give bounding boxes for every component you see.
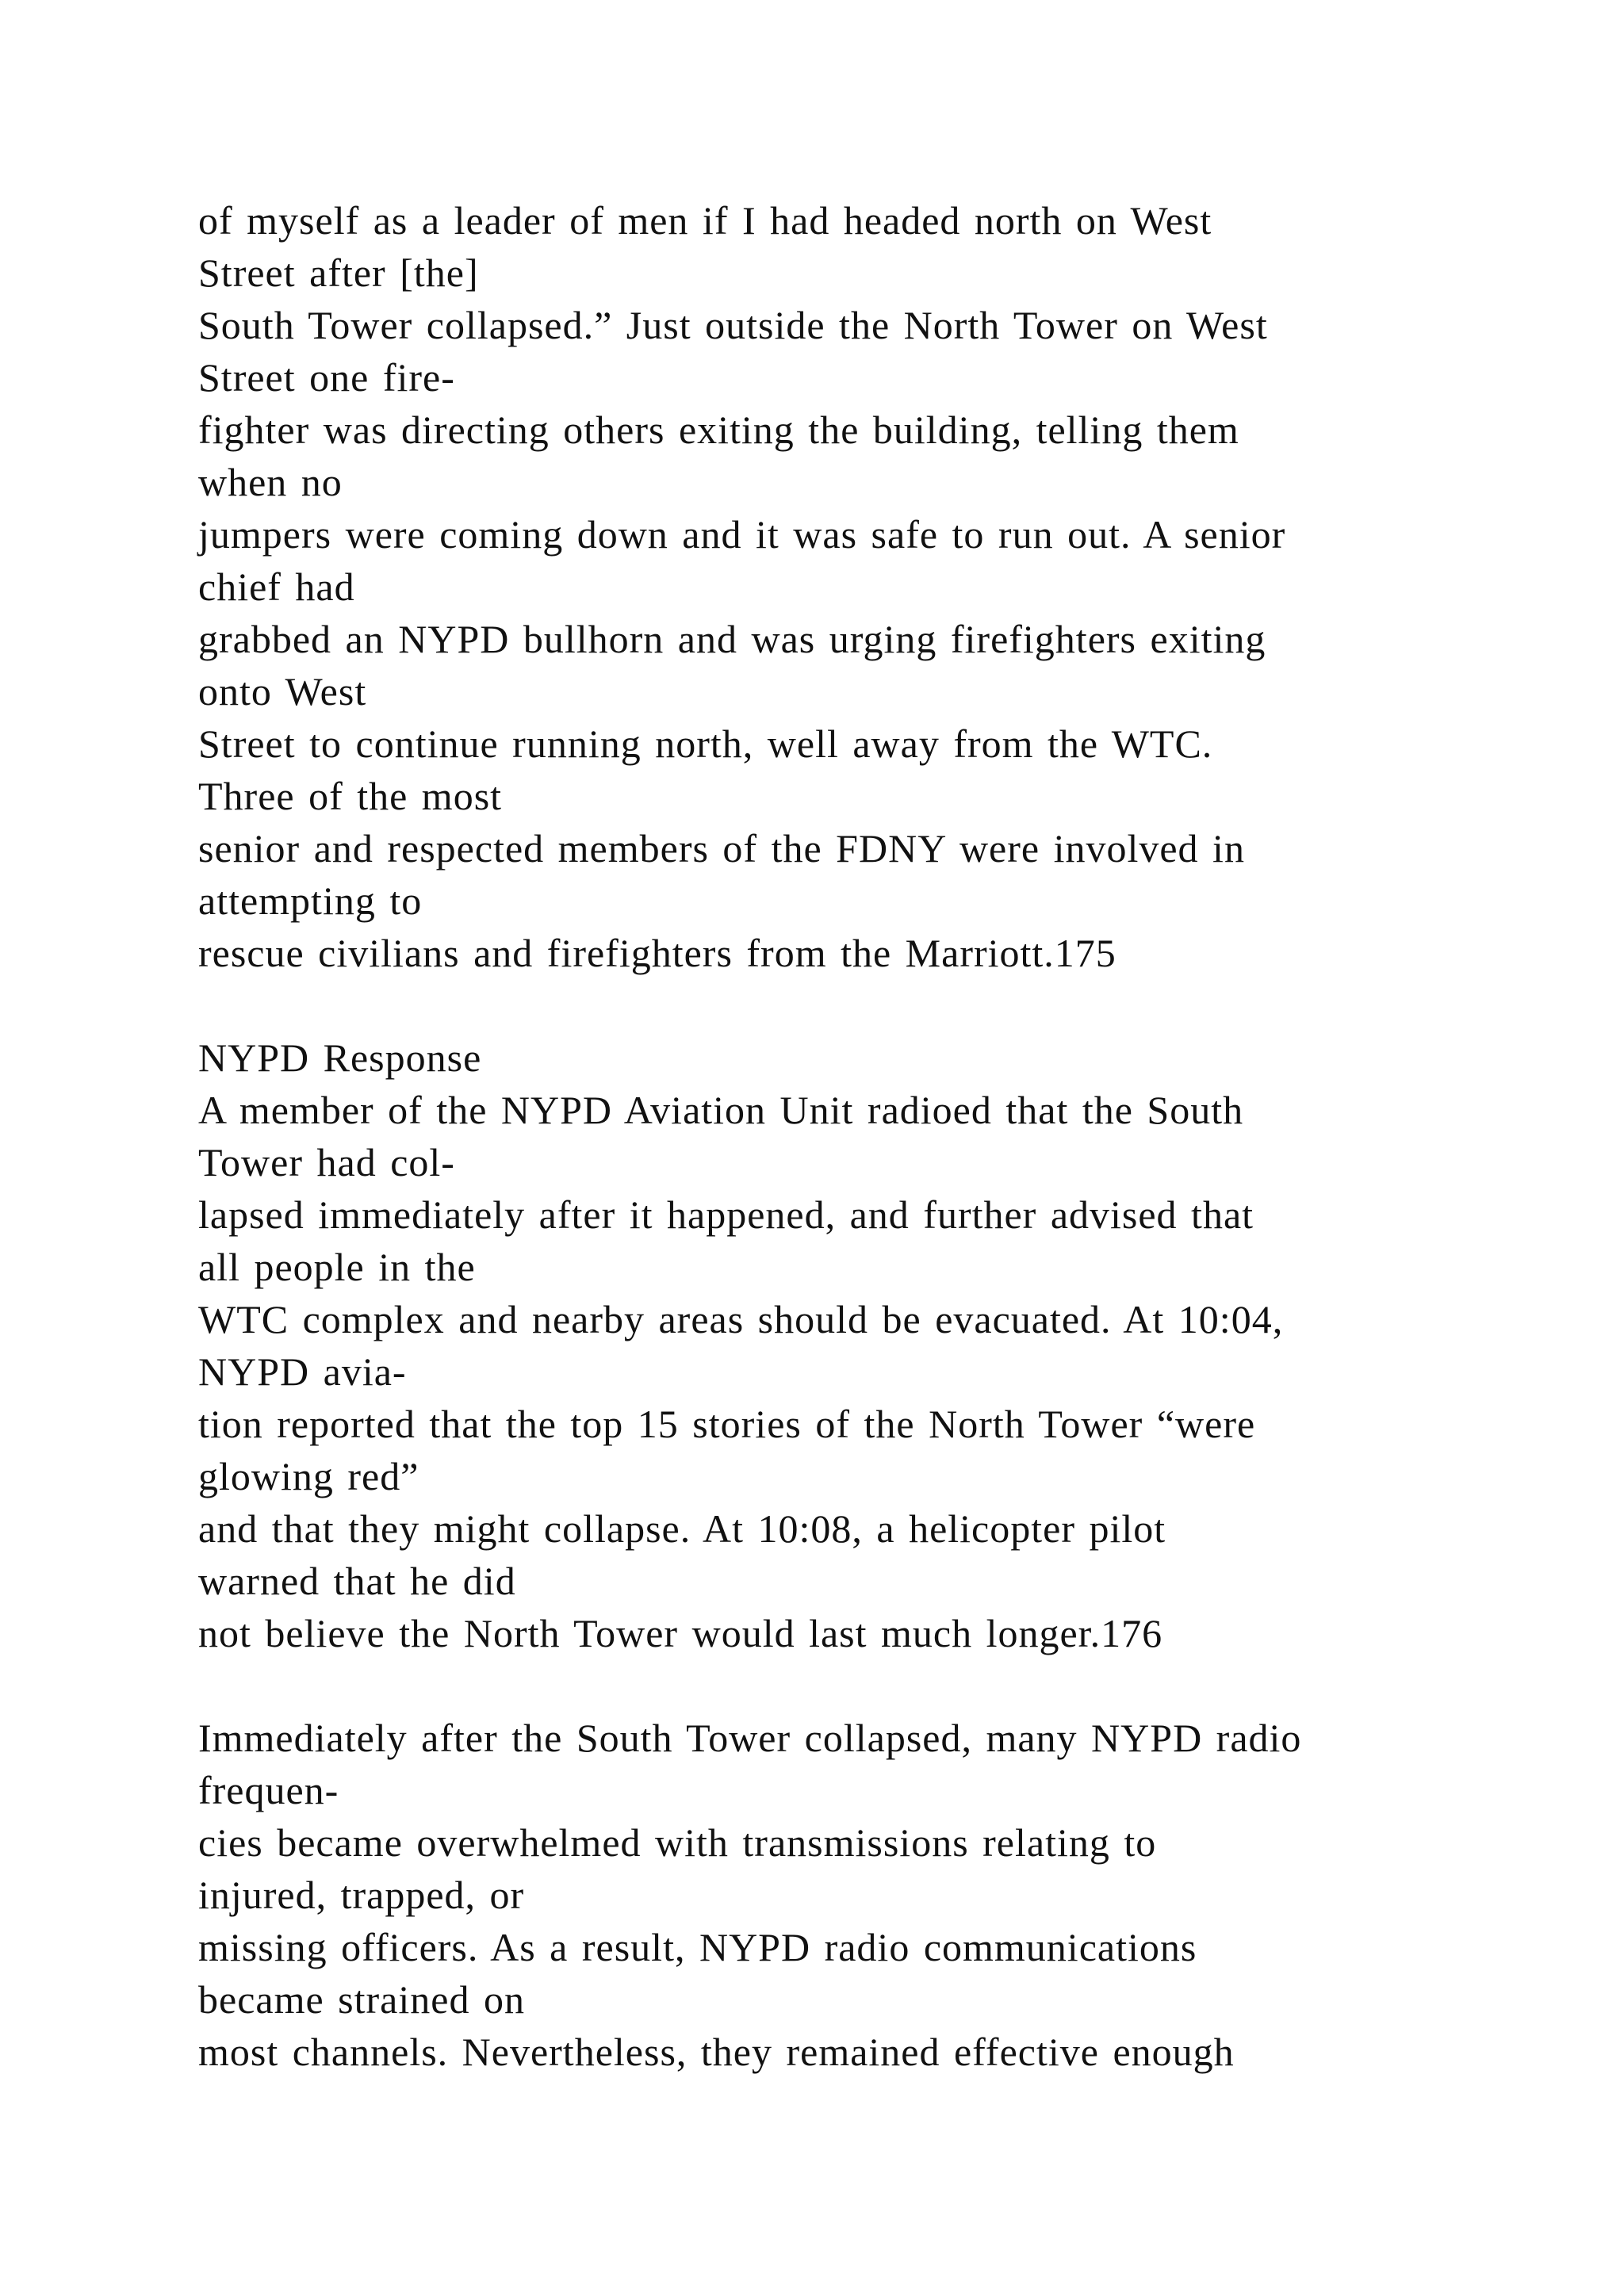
text-line: and that they might collapse. At 10:08, a helicopter pilot — [198, 1506, 1166, 1551]
text-line: Street to continue running north, well away from the WTC. — [198, 721, 1213, 766]
text-line: senior and respected members of the FDNY were involved in — [198, 826, 1245, 871]
text-line: Tower had col- — [198, 1140, 455, 1184]
text-line: missing officers. As a result, NYPD radio communications — [198, 1925, 1197, 1969]
text-line: Immediately after the South Tower collapsed, many NYPD radio — [198, 1716, 1302, 1760]
text-line: cies became overwhelmed with transmissions relating to — [198, 1820, 1157, 1865]
text-line: Three of the most — [198, 774, 503, 818]
text-line: South Tower collapsed.” Just outside the North Tower on West — [198, 303, 1268, 347]
section-heading: NYPD Response — [198, 1035, 482, 1080]
text-line: fighter was directing others exiting the building, telling them — [198, 408, 1239, 452]
text-line: chief had — [198, 564, 355, 609]
text-line: grabbed an NYPD bullhorn and was urging firefighters exiting — [198, 617, 1266, 661]
paragraph-3 — [198, 1712, 1515, 2078]
document-body — [198, 194, 1515, 2078]
text-line: glowing red” — [198, 1454, 419, 1498]
text-line: frequen- — [198, 1768, 339, 1812]
text-line: A member of the NYPD Aviation Unit radioed that the South — [198, 1088, 1244, 1132]
text-line: lapsed immediately after it happened, and further advised that — [198, 1192, 1254, 1237]
text-line: not believe the North Tower would last much longer.176 — [198, 1611, 1163, 1655]
text-line: onto West — [198, 669, 367, 714]
text-line: warned that he did — [198, 1559, 516, 1603]
paragraph-2 — [198, 1031, 1515, 1659]
text-line: of myself as a leader of men if I had headed north on West — [198, 198, 1212, 243]
paragraph-gap — [198, 979, 1515, 1031]
text-line: NYPD avia- — [198, 1349, 407, 1394]
text-line: rescue civilians and firefighters from the Marriott.175 — [198, 931, 1116, 975]
text-line: tion reported that the top 15 stories of the North Tower “were — [198, 1402, 1256, 1446]
text-line: all people in the — [198, 1245, 476, 1289]
text-line: became strained on — [198, 1977, 525, 2022]
text-line: most channels. Nevertheless, they remained effective enough — [198, 2030, 1235, 2074]
paragraph-gap — [198, 1659, 1515, 1712]
text-line: attempting to — [198, 878, 423, 923]
text-line: when no — [198, 460, 343, 504]
text-line: WTC complex and nearby areas should be evacuated. At 10:04, — [198, 1297, 1284, 1341]
text-line: Street one fire- — [198, 355, 455, 400]
text-line: injured, trapped, or — [198, 1873, 525, 1917]
text-line: jumpers were coming down and it was safe to run out. A senior — [198, 512, 1286, 557]
text-line: Street after [the] — [198, 251, 479, 295]
paragraph-1 — [198, 194, 1515, 979]
